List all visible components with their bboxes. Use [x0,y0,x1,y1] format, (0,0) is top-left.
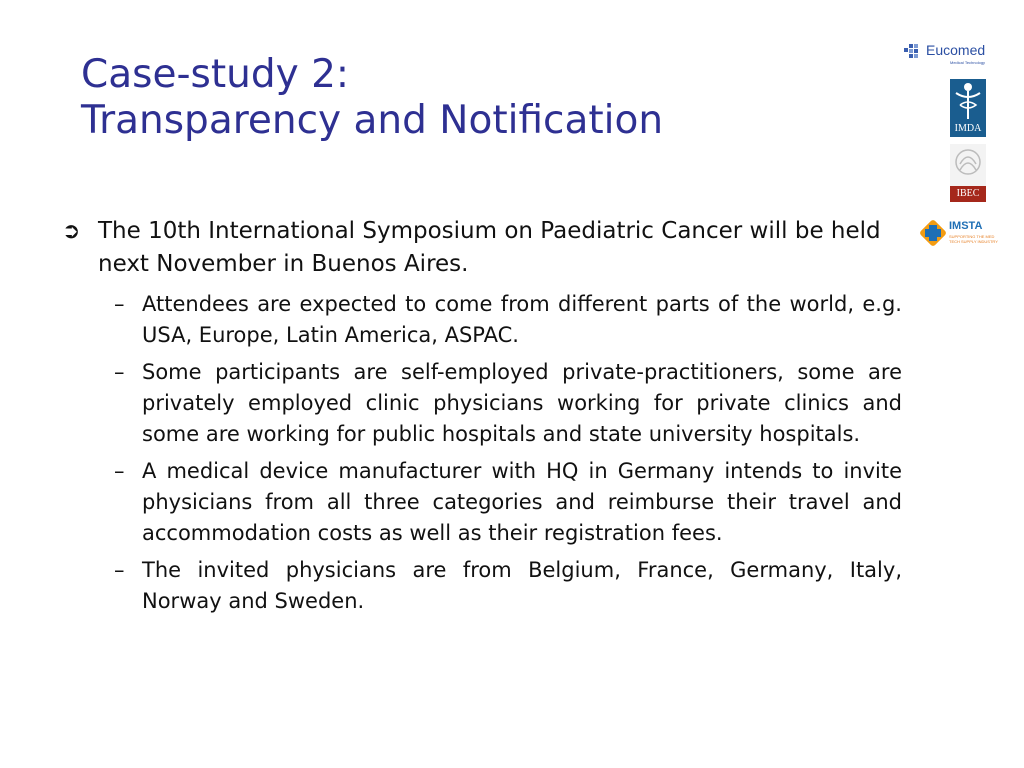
sub-bullet-text: The invited physicians are from Belgium, France, Germany, Italy, Norway and Sweden. [142,558,902,613]
sub-bullet-item [114,289,902,351]
arrow-right-icon: ➲ [62,219,81,244]
main-bullet-text: The 10th International Symposium on Paediatric Cancer will be held next November in Buenos Aires. [98,218,881,277]
ibec-logo [950,144,986,202]
dash-icon: – [114,292,125,316]
sub-bullet-item [114,555,902,617]
imsta-cross-icon [920,220,946,246]
imda-figure-icon [950,79,986,123]
slide-title-line-2: Transparency and Notification [81,98,664,143]
slide-body [62,215,902,623]
sub-bullet-list [114,289,902,617]
ibec-logo-band [950,186,986,202]
imda-logo [950,79,986,137]
sponsor-logos [900,36,1020,266]
main-bullet [62,215,902,281]
eucomed-mark-icon [904,42,924,62]
sub-bullet-text: A medical device manufacturer with HQ in Germany intends to invite physicians from all three categories and reimburse their travel and accommodation costs as well as their registration fees. [142,459,902,545]
eucomed-logo-text: Eucomed [926,42,986,58]
ibec-logo-text: IBEC [956,188,980,199]
eucomed-logo [904,40,1000,68]
dash-icon: – [114,360,125,384]
eucomed-logo-subtext: Medical Technology [950,60,986,65]
sub-bullet-text: Attendees are expected to come from different parts of the world, e.g. USA, Europe, Latin America, ASPAC. [142,292,902,347]
sub-bullet-text: Some participants are self-employed private-practitioners, some are privately employed clinic physicians working for private clinics and some are working for public hospitals and state university hospitals. [142,360,902,446]
slide-title [81,52,841,144]
ibec-emblem-icon [950,144,986,186]
imsta-logo-text: IMSTA [949,220,983,232]
dash-icon: – [114,558,125,582]
sub-bullet-item [114,456,902,549]
imsta-logo [920,218,1020,250]
slide-title-line-1: Case-study 2: [81,52,350,97]
imsta-logo-subtext: SUPPORTING THE MED TECH SUPPLY INDUSTRY [949,234,998,244]
imda-logo-text: IMDA [954,123,982,134]
dash-icon: – [114,459,125,483]
sub-bullet-item [114,357,902,450]
